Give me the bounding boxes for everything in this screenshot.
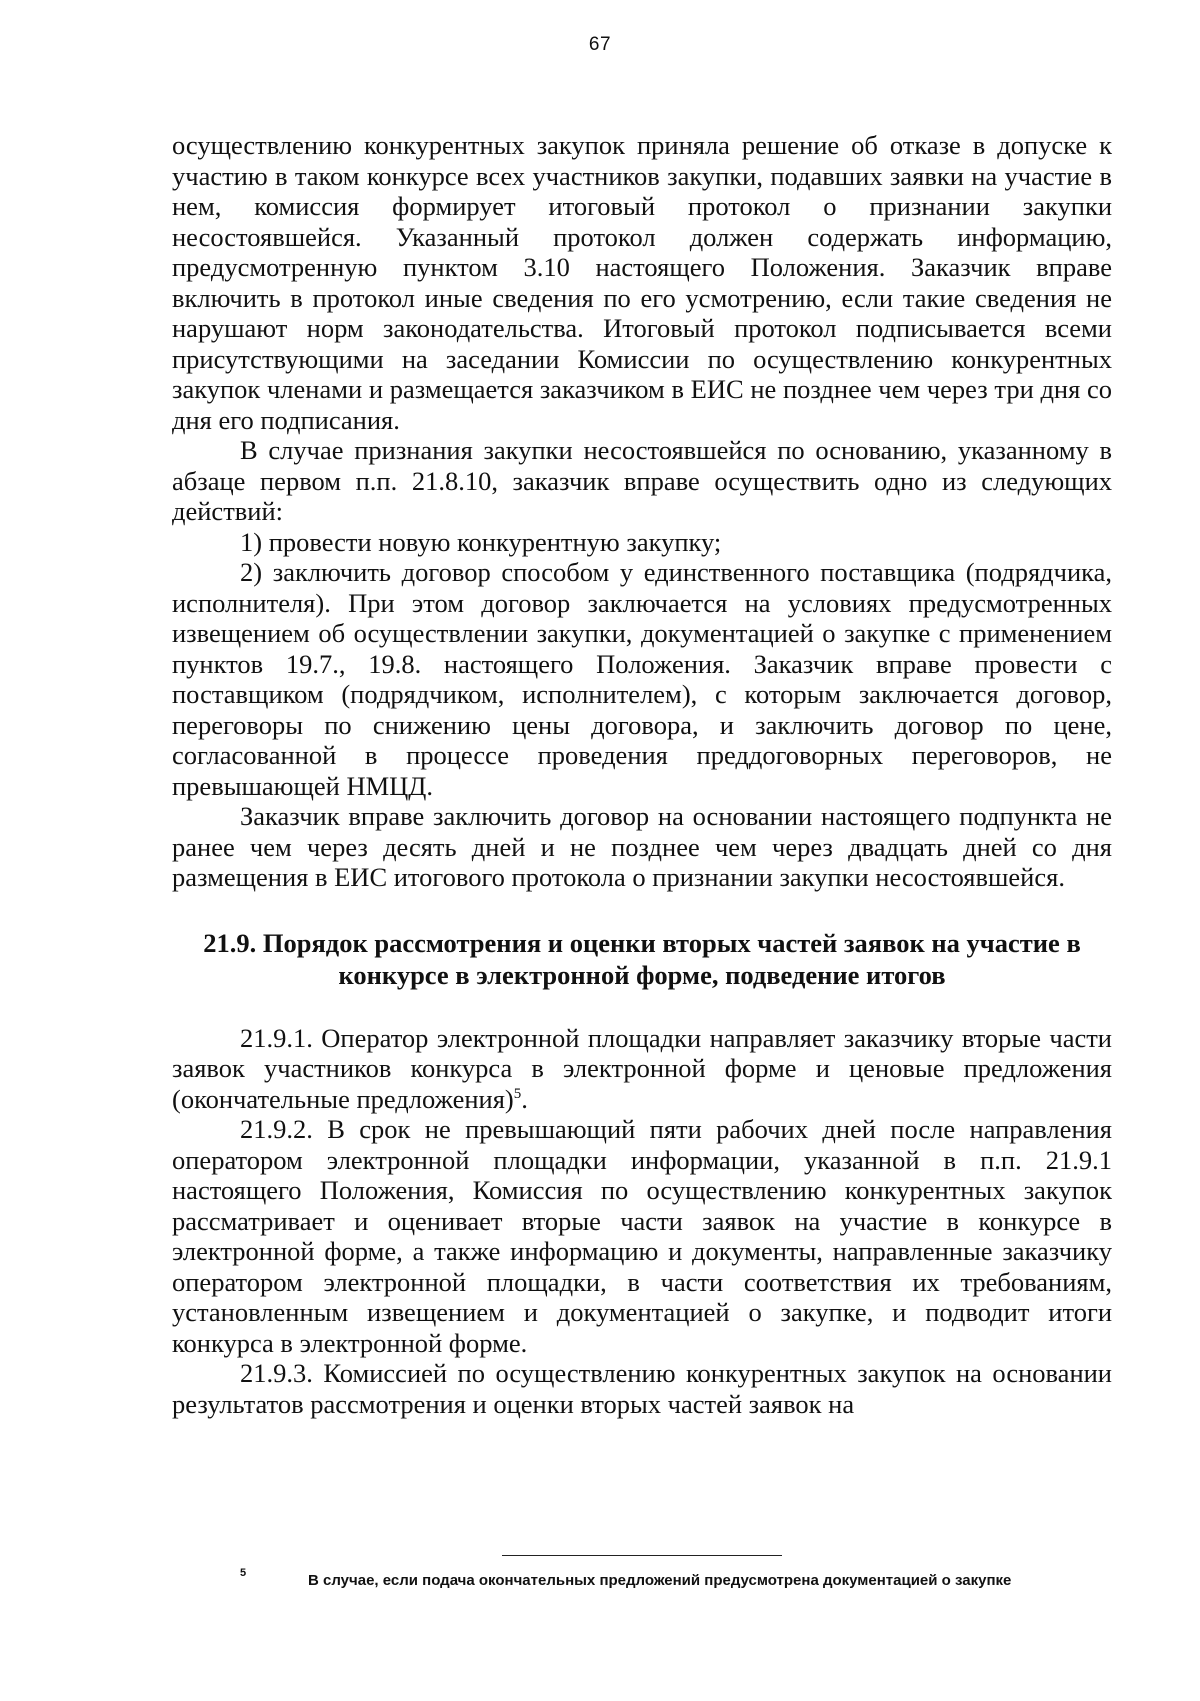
footnote-reference: 5 [513,1085,522,1102]
footnote-divider [502,1555,782,1556]
paragraph: В случае признания закупки несостоявшейся по основанию, указанному в абзаце первом п.п. 21.8.10, заказчик вправе осуществить одно из следующих действий: [172,435,1112,526]
section-heading-line: конкурсе в электронной форме, подведение итогов [338,959,946,990]
section-heading [172,927,1112,991]
paragraph-end: . [521,1083,528,1114]
document-body [172,130,1112,1419]
paragraph [172,1023,1112,1115]
page-number: 67 [588,34,612,55]
paragraph: Заказчик вправе заключить договор на основании настоящего подпункта не ранее чем через десять дней и не позднее чем через двадцать дней со дня размещения в ЕИС итогового протокола о признании закупки несостоявшейся. [172,801,1112,892]
list-item: 1) провести новую конкурентную закупку; [240,526,722,557]
section-heading-line: 21.9. Порядок рассмотрения и оценки вторых частей заявок на участие в [203,927,1081,958]
footnote-text: В случае, если подача окончательных предложений предусмотрена документацией о закупке [308,1572,1012,1589]
paragraph: 21.9.2. В срок не превышающий пяти рабочих дней после направления оператором электронной площадки информации, указанной в п.п. 21.9.1 настоящего Положения, Комиссия по осуществлению конкурентных закупок рассматривает и оценивает вторые части заявок на участие в конкурсе в электронной форме, а также информацию и документы, направленные заказчику оператором электронной площадки, в части соответствия их требованиям, установленным извещением и документацией о закупке, и подводит итоги конкурса в электронной форме. [172,1114,1112,1358]
paragraph: осуществлению конкурентных закупок приняла решение об отказе в допуске к участию в таком конкурсе всех участников закупки, подавших заявки на участие в нем, комиссия формирует итоговый протокол о признании закупки несостоявшейся. Указанный протокол должен содержать информацию, предусмотренную пунктом 3.10 настоящего Положения. Заказчик вправе включить в протокол иные сведения по его усмотрению, если такие сведения не нарушают норм законодательства. Итоговый протокол подписывается всеми присутствующими на заседании Комиссии по осуществлению конкурентных закупок членами и размещается заказчиком в ЕИС не позднее чем через три дня со дня его подписания. [172,130,1112,435]
list-item: 2) заключить договор способом у единственного поставщика (подрядчика, исполнителя). При этом договор заключается на условиях предусмотренных извещением об осуществлении закупки, документацией о закупке с применением пунктов 19.7., 19.8. настоящего Положения. Заказчик вправе провести с поставщиком (подрядчиком, исполнителем), с которым заключается договор, переговоры по снижению цены договора, и заключить договор по цене, согласованной в процессе проведения преддоговорных переговоров, не превышающей НМЦД. [172,557,1112,801]
paragraph: 21.9.3. Комиссией по осуществлению конкурентных закупок на основании результатов рассмотрения и оценки вторых частей заявок на [172,1358,1112,1419]
paragraph-text: 21.9.1. Оператор электронной площадки направляет заказчику вторые части заявок участников конкурса в электронной форме и ценовые предложения (окончательные предложения) [172,1022,1112,1114]
footnote-mark: 5 [240,1567,247,1579]
